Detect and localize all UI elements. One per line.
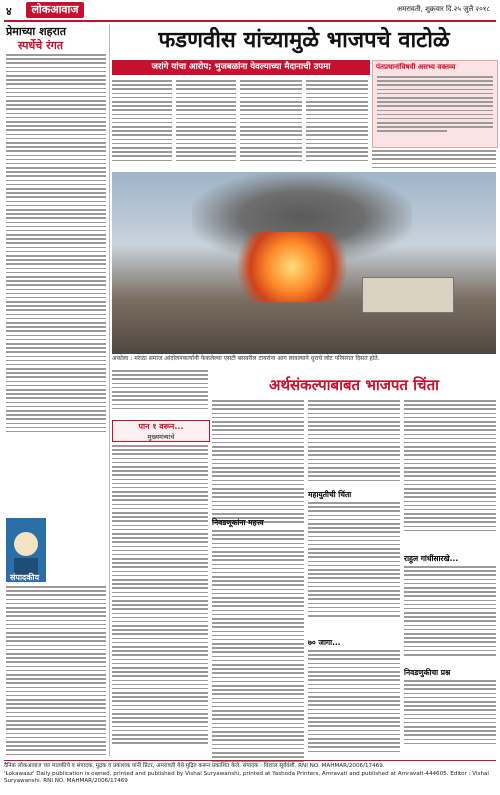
subhead-1: निवडणूकांना महत्त्व (212, 518, 264, 527)
right-col-text-b (404, 566, 496, 656)
lead-col-4 (306, 80, 368, 161)
photo-caption: अकोला : मराठा समाज आंदोलनकर्त्यांनी फेकलेल्या एसटी बसवरील टायरांना आग लावल्याने धुराचे लोट परिसरात दिसत होते. (112, 355, 380, 362)
editorial-logo (6, 518, 106, 582)
lead-kicker: जरांगे यांचा आरोप; भुजबळांना येवल्याच्या मैदानाची उपमा (112, 60, 370, 75)
subhead-5: निवडणुकीचा प्रश्न (404, 668, 451, 677)
mid-col-3-text-b (308, 502, 400, 617)
lead-col-5 (372, 150, 496, 168)
masthead-rule (4, 20, 496, 22)
subhead-3: ७० जागा... (308, 638, 341, 647)
dateline: अमरावती, शुक्रवार दि.२५ जुलै २०१८ (396, 5, 490, 13)
second-headline: अर्थसंकल्पाबाबत भाजपत चिंता (268, 376, 440, 394)
left-column-text-2 (6, 586, 106, 755)
right-col-text-c (404, 680, 496, 744)
news-photo (112, 172, 496, 354)
continued-box-subtitle: मुख्यमंत्र्यांचे (147, 433, 175, 441)
right-col-text (404, 400, 496, 531)
continued-box (112, 420, 210, 442)
column-divider (109, 24, 110, 756)
mid-col-3-text (308, 400, 400, 481)
pink-box-text (373, 74, 497, 134)
subhead-2: महायुतीची चिंता (308, 490, 352, 499)
footer-marathi: दैनिक लोकआवाज च्या मालकीचे व संपादक, मुद्रक व प्रकाशक यांनी प्रिंटर, अमरावती येथे मुद्रित करून प्रकाशित केले. संपादक : विशाल सूर्यवंशी. RNI NO. MAHMAR/2006/17469. (4, 763, 385, 769)
svg-text:संपादकीय: संपादकीय (10, 573, 40, 582)
lead-col-1 (112, 80, 172, 161)
mid-col-1-text (112, 445, 208, 744)
lead-col-3 (240, 80, 302, 161)
left-section-subtitle: स्पर्धेचे रंगत (18, 39, 64, 52)
lead-col-2 (176, 80, 236, 161)
newspaper-logo: लोकआवाज (26, 2, 84, 18)
mid-col-2-text (212, 400, 304, 523)
pink-box-title: पंतप्रधानांविषयी असभ्य वक्तव्य (376, 63, 456, 71)
continued-box-title: पान १ वरून... (138, 422, 184, 431)
mid-col-text-top (112, 370, 208, 409)
left-section-title: प्रेमाच्या शहरात (6, 25, 67, 38)
left-column-text-1 (6, 54, 106, 432)
page-number: ४ (6, 5, 12, 18)
subhead-4: राहुल गांधींसारखे... (404, 554, 459, 563)
footer-imprint (4, 760, 496, 795)
lead-headline: फडणवीस यांच्यामुळे भाजपचे वाटोळे (158, 28, 450, 53)
mid-col-3-text-c (308, 650, 400, 752)
pink-info-box (372, 60, 498, 148)
footer-english: 'Lokawaaz' Daily publication is owned, printed and published by Vishal Suryawanshi, printed at Yashoda Printers, Amravati and published at Amravati-444605. Editor : Vishal Suryawanshi. RNI NO. MAHMAR/2006/17469 (4, 770, 489, 784)
mid-col-2-text-b (212, 530, 304, 762)
